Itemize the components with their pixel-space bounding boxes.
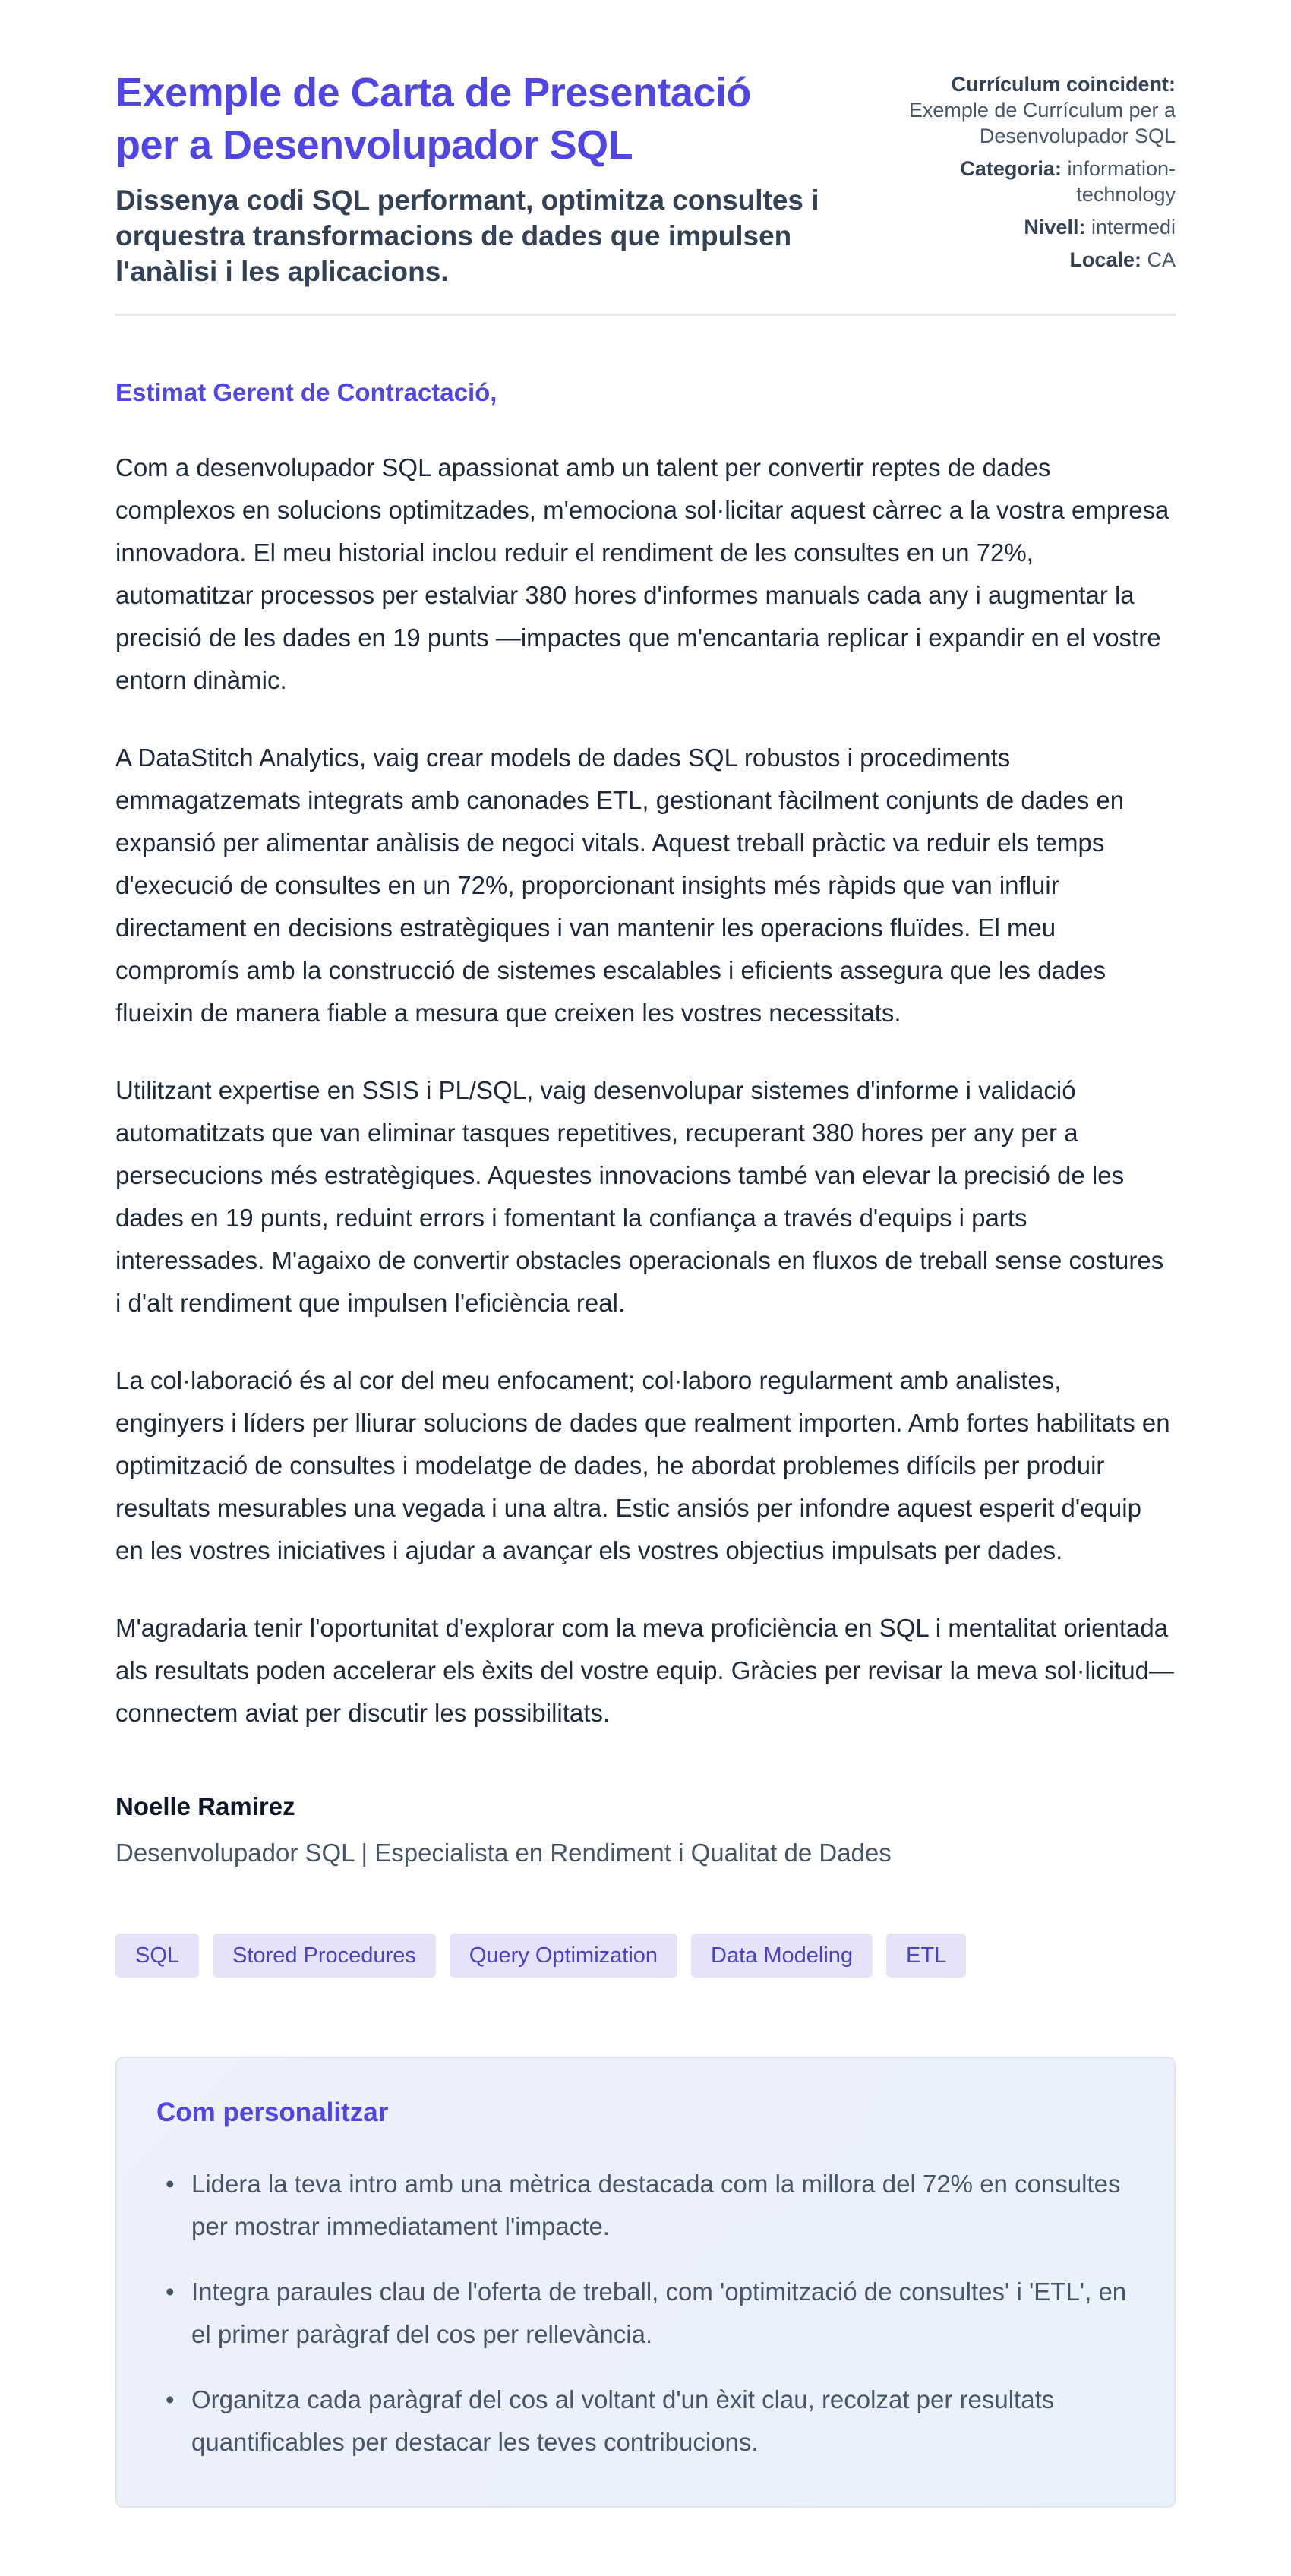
- tips-list: [156, 2163, 1135, 2464]
- skill-tag: SQL: [115, 1934, 199, 1978]
- skill-tag: ETL: [886, 1934, 966, 1978]
- how-to-personalize-box: [115, 2057, 1176, 2508]
- letter-greeting: Estimat Gerent de Contractació,: [115, 378, 497, 406]
- signature-name: Noelle Ramirez: [115, 1792, 295, 1820]
- tip-item: • Integra paraules clau de l'oferta de treball, com 'optimització de consultes' i 'ETL', en el primer paràgraf del cos per rellevància.: [156, 2271, 1135, 2356]
- tip-item: • Organitza cada paràgraf del cos al voltant d'un èxit clau, recolzat per resultats quantificables per destacar les teves contribucions.: [156, 2379, 1135, 2464]
- meta-locale: [870, 247, 1176, 273]
- page-title: Exemple de Carta de Presentació per a Desenvolupador SQL: [115, 70, 751, 168]
- meta-category: [870, 156, 1176, 207]
- letter-paragraph: A DataStitch Analytics, vaig crear models de dades SQL robustos i procediments emmagatzemats integrats amb canonades ETL, gestionant fàcilment conjunts de dades en expansió per alimentar anàlisis de negoci vitals. Aquest treball pràctic va reduir els temps d'execució de consultes en un 72%, proporcionant insights més ràpids que van influir directament en decisions estratègiques i van mantenir les operacions fluïdes. El meu compromís amb la construcció de sistemes escalables i eficients assegura que les dades flueixin de manera fiable a mesura que creixen les vostres necessitats.: [115, 743, 1125, 1027]
- signature-role: Desenvolupador SQL | Especialista en Rendiment i Qualitat de Dades: [115, 1839, 892, 1867]
- page-subtitle: Dissenya codi SQL performant, optimitza consultes i orquestra transformacions de dades que impulsen l'anàlisi i les aplicacions.: [115, 185, 819, 287]
- header: [115, 67, 1176, 289]
- meta-resume-value: Exemple de Currículum per a Desenvolupador SQL: [908, 99, 1176, 147]
- meta-level-value: intermedi: [1091, 216, 1176, 238]
- meta-level: [870, 214, 1176, 240]
- tips-title: Com personalitzar: [156, 2098, 389, 2127]
- meta-level-label: Nivell:: [1024, 216, 1086, 238]
- meta-category-value: information-technology: [1067, 157, 1176, 206]
- meta-locale-value: CA: [1147, 248, 1176, 271]
- letter-body: [115, 377, 1176, 2508]
- skill-tag: Query Optimization: [450, 1934, 677, 1978]
- meta-resume-label: Currículum coincident:: [951, 73, 1176, 96]
- skill-tag: Data Modeling: [691, 1934, 873, 1978]
- letter-paragraph: M'agradaria tenir l'oportunitat d'explorar com la meva proficiència en SQL i mentalitat orientada als resultats poden accelerar els èxits del vostre equip. Gràcies per revisar la meva sol·licitud—connectem aviat per discutir les possibilitats.: [115, 1614, 1174, 1727]
- letter-paragraph: Utilitzant expertise en SSIS i PL/SQL, vaig desenvolupar sistemes d'informe i validació automatitzats que van eliminar tasques repetitives, recuperant 380 hores per any per a persecucions més estratègiques. Aquestes innovacions també van elevar la precisió de les dades en 19 punts, reduint errors i fomentant la confiança a través d'equips i parts interessades. M'agaixo de convertir obstacles operacionals en fluxos de treball sense costures i d'alt rendiment que impulsen l'eficiència real.: [115, 1076, 1164, 1317]
- meta-matching-resume: [870, 71, 1176, 149]
- skill-tags: [115, 1934, 1176, 1978]
- tip-item: • Lidera la teva intro amb una mètrica destacada com la millora del 72% en consultes per mostrar immediatament l'impacte.: [156, 2163, 1135, 2248]
- skill-tag: Stored Procedures: [213, 1934, 436, 1978]
- meta-locale-label: Locale:: [1069, 248, 1141, 271]
- meta-category-label: Categoria:: [960, 157, 1062, 180]
- letter-paragraphs: [115, 447, 1176, 1735]
- header-title-block: [115, 67, 822, 289]
- header-divider: [115, 314, 1176, 316]
- letter-paragraph: Com a desenvolupador SQL apassionat amb un talent per convertir reptes de dades complexos en solucions optimitzades, m'emociona sol·licitar aquest càrrec a la vostra empresa innovadora. El meu historial inclou reduir el rendiment de les consultes en un 72%, automatitzar processos per estalviar 380 hores d'informes manuals cada any i augmentar la precisió de les dades en 19 punts —impactes que m'encantaria replicar i expandir en el vostre entorn dinàmic.: [115, 453, 1169, 694]
- letter-paragraph: La col·laboració és al cor del meu enfocament; col·laboro regularment amb analistes, enginyers i líders per lliurar solucions de dades que realment importen. Amb fortes habilitats en optimització de consultes i modelatge de dades, he abordat problemes difícils per produir resultats mesurables una vegada i una altra. Estic ansiós per infondre aquest esperit d'equip en les vostres iniciatives i ajudar a avançar els vostres objectius impulsats per dades.: [115, 1366, 1170, 1564]
- meta-panel: [870, 67, 1176, 279]
